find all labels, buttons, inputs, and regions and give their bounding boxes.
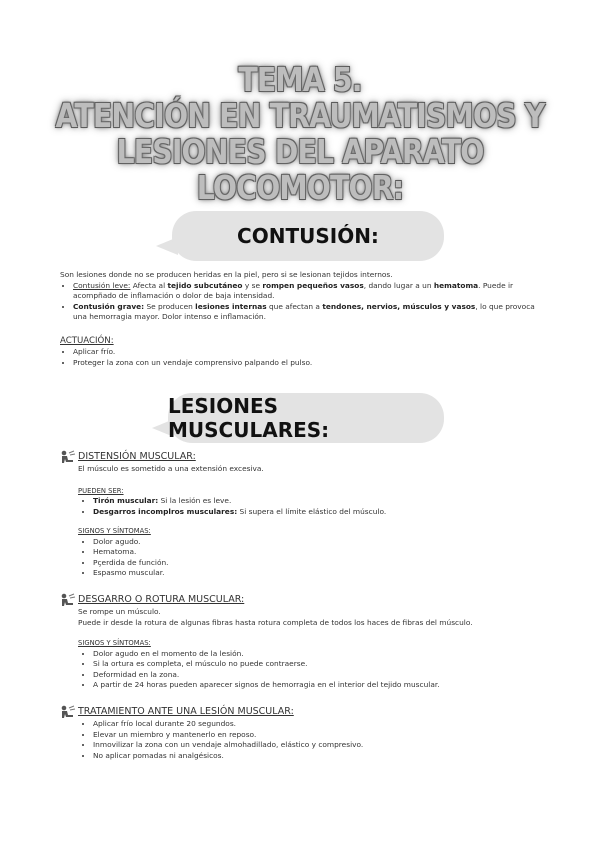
list-item: • Proteger la zona con un vendaje comprensivo palpando el pulso. xyxy=(73,358,550,369)
contusion-leve-label: Contusión leve: xyxy=(73,280,131,290)
list-item xyxy=(73,302,550,323)
contusion-banner xyxy=(172,211,444,261)
page-title xyxy=(0,62,600,206)
text-span: Se producen xyxy=(144,301,196,311)
bold-text: hematoma xyxy=(433,280,479,290)
pueden-ser-list xyxy=(78,496,548,517)
actuacion-section xyxy=(60,336,550,368)
title-line-2: ATENCIÓN EN TRAUMATISMOS Y xyxy=(55,96,545,135)
list-item: • Dolor agudo en el momento de la lesión. xyxy=(93,649,558,660)
contusion-intro: Son lesiones donde no se producen heridas en la piel, pero si se lesionan tejidos internos. xyxy=(60,270,393,279)
list-item xyxy=(93,507,548,518)
text-span: Si supera el límite elástico del músculo. xyxy=(237,506,387,516)
contusion-types-list xyxy=(60,281,550,323)
desgarro-body xyxy=(78,607,558,691)
distension-desc: El músculo es sometido a una extensión excesiva. xyxy=(78,464,264,473)
desgarro-title: DESGARRO O ROTURA MUSCULAR: xyxy=(78,594,245,605)
contusion-body xyxy=(60,270,550,323)
list-item: • Aplicar frío. xyxy=(73,347,550,358)
text-span: que afectan a xyxy=(266,301,323,311)
bold-text: rompen pequeños vasos xyxy=(262,280,364,290)
desgarro-desc-2: Puede ir desde la rotura de algunas fibras hasta rotura completa de todos los haces de fibras del músculo. xyxy=(78,617,473,627)
signos-label: SIGNOS Y SÍNTOMAS: xyxy=(78,639,151,647)
list-item: • Espasmo muscular. xyxy=(93,568,548,579)
musculares-banner xyxy=(168,393,444,443)
person-injury-icon xyxy=(60,593,76,607)
pueden-ser-label: PUEDEN SER: xyxy=(78,486,124,495)
list-item: • Si la ortura es completa, el músculo no puede contraerse. xyxy=(93,659,558,670)
tratamiento-body xyxy=(78,719,548,761)
signos-list xyxy=(78,537,548,579)
text-span: , lo que provoca una hemorragia mayor. Dolor intenso e inflamación. xyxy=(73,301,535,321)
list-item: • A partir de 24 horas pueden aparecer signos de hemorragia en el interior del tejido muscular. xyxy=(93,680,558,691)
tratamiento-list xyxy=(78,719,548,761)
list-item: • Aplicar frío local durante 20 segundos. xyxy=(93,719,548,730)
text-span: Si la lesión es leve. xyxy=(158,496,232,505)
list-item xyxy=(73,281,550,302)
text-span: . Puede ir acompñado de inflamación o dolor de baja intensidad. xyxy=(73,280,514,300)
bold-text: lesiones internas xyxy=(195,301,267,311)
actuacion-label: ACTUACIÓN: xyxy=(60,336,114,346)
person-injury-icon xyxy=(60,450,76,464)
person-injury-icon xyxy=(60,705,76,719)
list-item xyxy=(93,496,548,507)
title-line-3: LESIONES DEL APARATO LOCOMOTOR: xyxy=(116,132,484,207)
text-span: Afecta al xyxy=(130,280,168,290)
actuacion-list xyxy=(60,347,550,368)
tratamiento-title: TRATAMIENTO ANTE UNA LESIÓN MUSCULAR: xyxy=(78,706,294,717)
list-item: • Elevar un miembro y mantenerlo en reposo. xyxy=(93,730,548,741)
desgarro-desc-1: Se rompe un músculo. xyxy=(78,607,161,616)
list-item: • Deformidad en la zona. xyxy=(93,670,558,681)
contusion-grave-label: Contusión grave: xyxy=(73,301,145,311)
musculares-heading: LESIONES MUSCULARES: xyxy=(168,394,330,442)
bold-text: tendones, nervios, músculos y vasos xyxy=(322,301,476,311)
list-item: • Dolor agudo. xyxy=(93,537,548,548)
contusion-heading: CONTUSIÓN: xyxy=(237,224,379,248)
title-line-1: TEMA 5. xyxy=(238,60,362,99)
text-span: y se xyxy=(242,280,263,290)
signos-label: SIGNOS Y SÍNTOMAS: xyxy=(78,527,151,535)
bold-text: Desgarros incomplros musculares: xyxy=(93,506,238,516)
bold-text: tejido subcutáneo xyxy=(167,280,243,290)
list-item: • Hematoma. xyxy=(93,547,548,558)
list-item: • No aplicar pomadas ni analgésicos. xyxy=(93,751,548,762)
list-item: • Pçerdida de función. xyxy=(93,558,548,569)
signos-list xyxy=(78,649,558,691)
bold-text: Tirón muscular: xyxy=(93,496,159,505)
text-span: , dando lugar a un xyxy=(363,280,434,290)
distension-body xyxy=(78,464,548,579)
distension-title: DISTENSIÓN MUSCULAR: xyxy=(78,451,196,462)
list-item: • Inmovilizar la zona con un vendaje almohadillado, elástico y compresivo. xyxy=(93,740,548,751)
